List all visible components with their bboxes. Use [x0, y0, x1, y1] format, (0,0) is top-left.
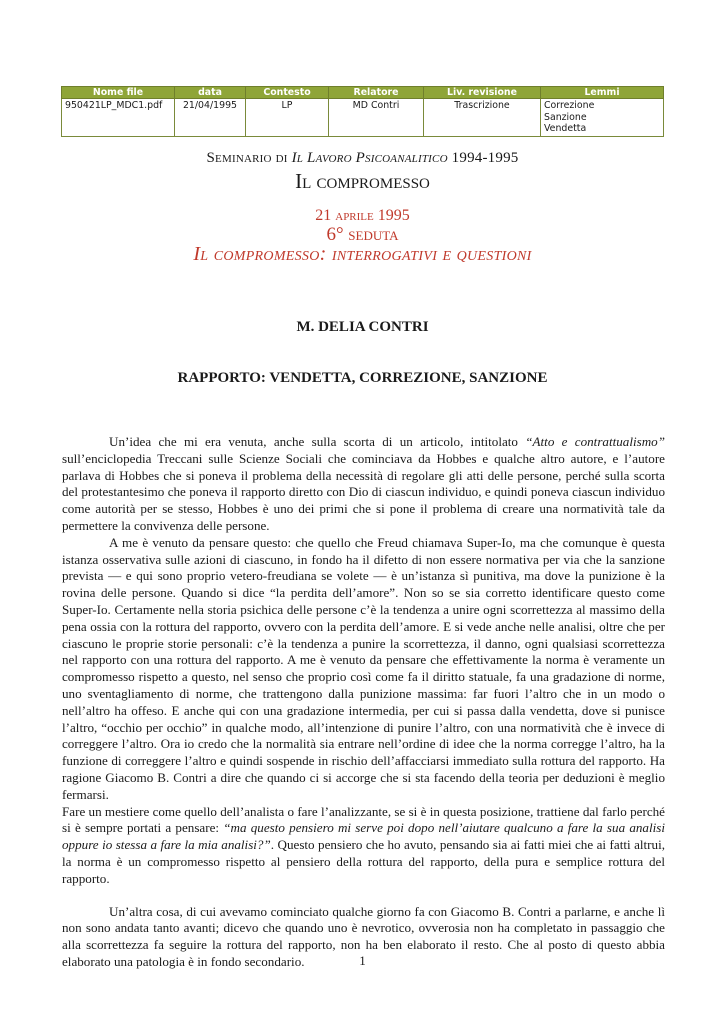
header-liv-revisione: Liv. revisione — [424, 87, 541, 99]
author-name: M. DELIA CONTRI — [296, 319, 429, 335]
text-run: Fare un mestiere come quello dell’analista o fare l’analizzante, se si è in questa posizione, trattiene dal farlo perché si è sempre portati a pensare: — [62, 803, 665, 836]
text-run: . Questo pensiero che ho avuto, pensando sia ai fatti miei che ai fatti altrui, la norma è un compromesso rispetto al pensiero della rottura del rapporto, della pura e semplice rottura del rapporto. — [62, 837, 665, 886]
paragraph — [62, 804, 665, 888]
cell-speaker: MD Contri — [329, 99, 424, 137]
article-title-quote: “Atto e contrattualismo” — [525, 434, 665, 449]
cell-context: LP — [246, 99, 329, 137]
paragraph — [62, 434, 665, 535]
seminar-title: Il Lavoro Psicoanalitico — [291, 150, 448, 166]
text-run: Un’idea che mi era venuta, anche sulla scorta di un articolo, intitolato — [109, 434, 526, 449]
header-relatore: Relatore — [329, 87, 424, 99]
lemma: Sanzione — [544, 111, 587, 123]
session-date: 21 aprile 1995 — [315, 207, 410, 224]
header-lemmi: Lemmi — [541, 87, 664, 99]
paragraph: A me è venuto da pensare questo: che quello che Freud chiamava Super-Io, ma che comunque è questa istanza osservativa sulle azioni di ciascuno, in fondo ha il difetto di non essere normativa per via che la sanzione prevista — e qui sono proprio vetero-freudiana se volete — è un’istanza sì punitiva, ma dove la punizione è la rovina delle persone. Quando si dice “la perdita dell’amore”. Non so se sia corretto identificare questo come Super-Io. Certamente nella storia psichica delle persone c’è la tendenza a unire ogni scorrettezza al massimo della pena ossia con la rottura del rapporto, ovvero con la perdita dell’amore. E si vede anche nelle analisi, oltre che per ciascuno le proprie storie personali: c’è la tendenza a punire la scorrettezza, il danno, ogni qualsiasi scorrettezza nel rapporto con una rottura del rapporto. A me è venuto da pensare che effettivamente la norma è veramente un compromesso rispetto a questo, nel senso che proprio così come fa il diritto statuale, fa una gradazione di norme, uno sventagliamento di norme, che trattengono dalla punizione massima: far fuori l’altro che in un modo o nell’altro ha offeso. E anche qui con una gradazione intermedia, per cui si passa dalla vendetta, dove si punisce l’altro, “occhio per occhio” in qualche modo, all’intenzione di punire l’altro, con una normatività che è invece di correggere l’altro. Ora io credo che la normalità sia entrare nell’ordine di idee che la norma corregge l’altro, ha la funzione di correggere l’altro e quindi sospende in rischio dell’affacciarsi immediato sulla rottura del rapporto. Ha ragione Giacomo B. Contri a dire che quando ci si accorge che si sta facendo della teoria per deduzioni è meglio fermarsi. — [62, 534, 665, 802]
header-data: data — [175, 87, 246, 99]
metadata-row — [62, 99, 664, 137]
session-number: 6° seduta — [326, 224, 399, 245]
cell-revision: Trascrizione — [424, 99, 541, 137]
cell-date: 21/04/1995 — [175, 99, 246, 137]
report-title: RAPPORTO: VENDETTA, CORREZIONE, SANZIONE — [177, 370, 548, 386]
document-title: Il compromesso — [295, 169, 430, 193]
session-subtitle: Il compromesso: interrogativi e questioni — [193, 243, 532, 265]
paragraph: Un’altra cosa, di cui avevamo cominciato qualche giorno fa con Giacomo B. Contri a parlarne, e anche lì non sono andata tanto avanti; dicevo che quando uno è nevrotico, ovverosia non ha completato in passaggio che alla scorrettezza fa seguire la rottura del rapporto, non ha ben elaborato il resto. Che al posto di questo abbia elaborato una patologia è in fondo secondario. — [62, 903, 665, 969]
cell-lemmi — [541, 99, 664, 137]
text-run: sull’enciclopedia Treccani sulle Scienze Sociali che cominciava da Hobbes e qualche altro autore, e l’autore parlava di Hobbes che si poneva il problema della necessità di regolare gli atti delle persone, perché sulla scorta del protestantesimo che poneva il rapporto diretto con Dio di ciascun individuo, e quindi poneva ciascun individuo come autorità per se stesso, Hobbes è uno dei primi che si pone il problema di creare una normatività tale da permettere la convivenza delle persone. — [62, 450, 665, 533]
metadata-header-row — [62, 87, 664, 99]
header-contesto: Contesto — [246, 87, 329, 99]
italic-quote: “ma questo pensiero mi serve poi dopo nell’aiutare qualcuno a fare la sua analisi oppure io stessa a fare la mia analisi?” — [62, 820, 665, 853]
lemma: Vendetta — [544, 123, 587, 134]
header-nome-file: Nome file — [62, 87, 175, 99]
metadata-table — [61, 86, 664, 137]
seminar-years: 1994-1995 — [447, 150, 519, 166]
seminar-line — [0, 150, 725, 167]
lemma: Correzione — [544, 100, 595, 111]
cell-file: 950421LP_MDC1.pdf — [62, 99, 175, 137]
body-text — [62, 434, 665, 971]
seminar-prefix: Seminario di — [206, 150, 292, 166]
page-number: 1 — [359, 953, 366, 968]
